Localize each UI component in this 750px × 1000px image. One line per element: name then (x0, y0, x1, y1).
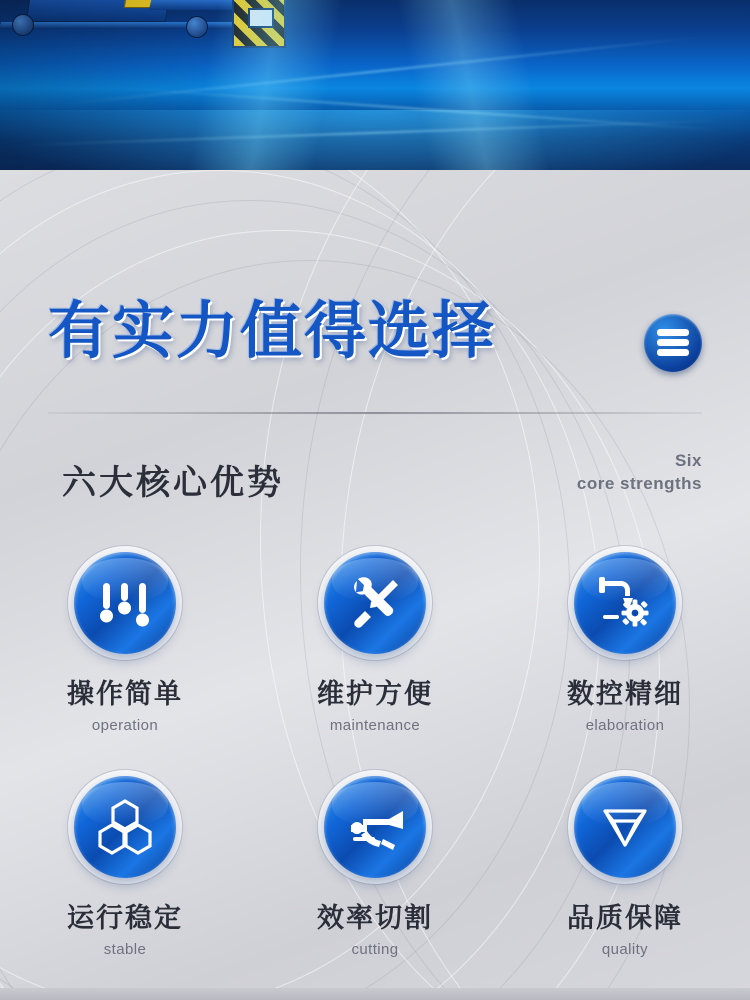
page-title: 有实力值得选择 (48, 294, 497, 367)
feature-item-elaboration[interactable] (520, 552, 730, 734)
headline-block (48, 294, 702, 367)
feature-label-cn: 操作简单 (67, 679, 183, 710)
feature-label-cn: 运行稳定 (67, 903, 183, 934)
stack-layer (657, 339, 689, 346)
machine-wheel (12, 14, 34, 36)
section-subtitle: 六大核心优势 (62, 463, 284, 503)
subtitle-en-line2: core strengths (576, 473, 702, 493)
feature-item-stable[interactable] (20, 776, 230, 958)
feature-item-operation[interactable] (20, 552, 230, 734)
feature-label-cn: 维护方便 (317, 679, 433, 710)
machine-wheel (186, 16, 208, 38)
features-grid (0, 552, 750, 958)
stack-layer (657, 349, 689, 356)
machine-photo (0, 0, 285, 54)
bottom-strip (0, 988, 750, 1000)
subtitle-en-line1: Six (674, 451, 702, 470)
machine-screen (248, 8, 274, 28)
tools-wrench-screwdriver-icon (324, 552, 426, 654)
hexagon-structure-icon (74, 776, 176, 878)
feature-label-en: quality (601, 941, 649, 958)
feature-label-cn: 数控精细 (567, 679, 683, 710)
feature-item-quality[interactable] (520, 776, 730, 958)
feature-item-cutting[interactable] (270, 776, 480, 958)
feature-label-cn: 品质保障 (567, 903, 683, 934)
control-panel-icon (74, 552, 176, 654)
diamond-quality-icon (574, 776, 676, 878)
cnc-gear-icon (574, 552, 676, 654)
advantages-panel (0, 170, 750, 1000)
feature-label-cn: 效率切割 (317, 903, 433, 934)
machine-beam (0, 22, 251, 29)
feature-item-maintenance[interactable] (270, 552, 480, 734)
feature-label-en: maintenance (329, 717, 421, 734)
machine-body (26, 0, 170, 22)
section-divider (48, 412, 702, 414)
section-subtitle-en (577, 450, 702, 496)
cutting-torch-icon (324, 776, 426, 878)
feature-label-en: cutting (351, 941, 399, 958)
machine-control-cabinet (232, 0, 286, 48)
stacked-plates-icon (644, 314, 702, 372)
feature-label-en: operation (91, 717, 159, 734)
stack-layer (657, 329, 689, 336)
top-banner (0, 0, 750, 170)
feature-label-en: elaboration (585, 717, 665, 734)
feature-label-en: stable (103, 941, 147, 958)
